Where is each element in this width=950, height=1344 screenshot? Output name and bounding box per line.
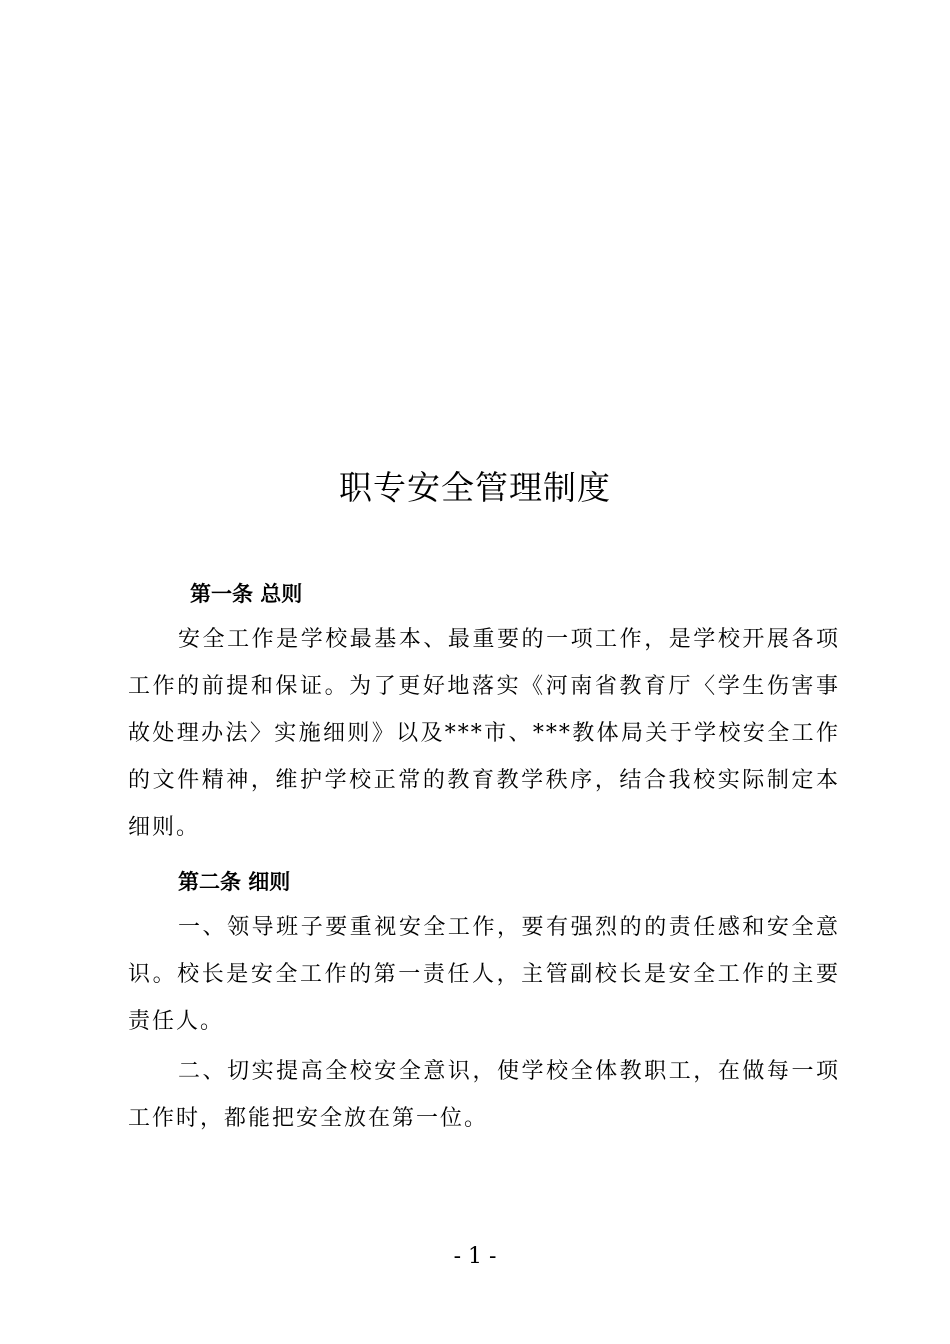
page-number: - 1 - (453, 1244, 497, 1269)
paragraph-general: 安全工作是学校最基本、最重要的一项工作，是学校开展各项工作的前提和保证。为了更好地落实《河南省教育厅〈学生伤害事故处理办法〉实施细则》以及***市、***教体局关于学校安全工作的文件精神，维护学校正常的教育教学秩序，结合我校实际制定本细则。 (128, 627, 840, 840)
paragraph-rule-2: 二、切实提高全校安全意识，使学校全体教职工，在做每一项工作时，都能把安全放在第一位。 (128, 1059, 840, 1131)
document-title: 职专安全管理制度 (339, 468, 611, 507)
section-heading-rules: 第二条 细则 (178, 870, 291, 894)
section-heading-general: 第一条 总则 (190, 582, 303, 606)
paragraph-rule-1: 一、领导班子要重视安全工作，要有强烈的的责任感和安全意识。校长是安全工作的第一责任人，主管副校长是安全工作的主要责任人。 (128, 915, 840, 1034)
